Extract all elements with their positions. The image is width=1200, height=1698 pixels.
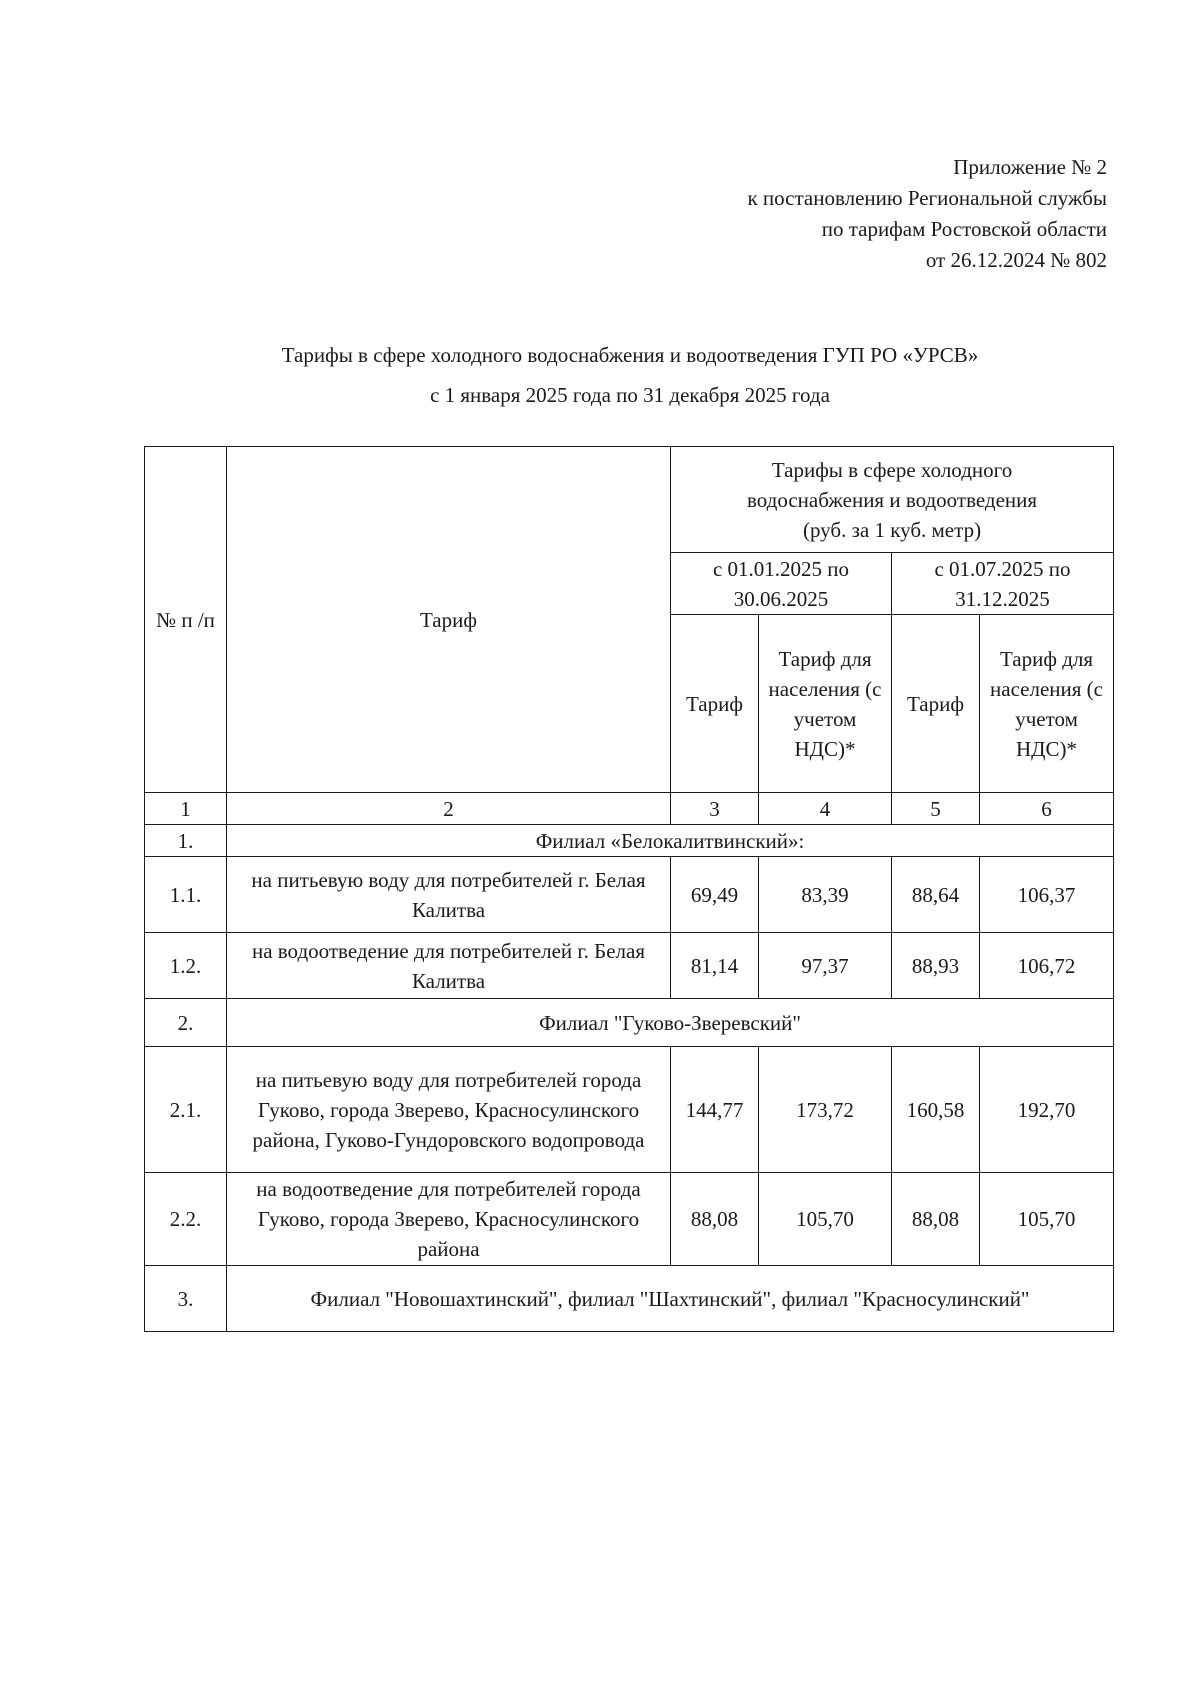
col-number: 1 xyxy=(145,793,227,825)
row-number: 2.2. xyxy=(145,1173,227,1266)
row-name: на питьевую воду для потребителей города Гуково, города Зверево, Красносулинского района, Гуково-Гундоровского водопровода xyxy=(227,1047,671,1173)
col-number: 2 xyxy=(227,793,671,825)
table-row xyxy=(145,999,1114,1047)
document-title xyxy=(0,335,1200,415)
row-value: 173,72 xyxy=(759,1047,892,1173)
header-group-title: Тарифы в сфере холодного водоснабжения и водоотведения (руб. за 1 куб. метр) xyxy=(671,447,1114,553)
row-number: 2. xyxy=(145,999,227,1047)
row-value: 160,58 xyxy=(892,1047,980,1173)
col-number: 4 xyxy=(759,793,892,825)
row-number: 1. xyxy=(145,825,227,857)
header-population-col-2: Тариф для населения (с учетом НДС)* xyxy=(980,615,1114,793)
header-period-1: с 01.01.2025 по 30.06.2025 xyxy=(671,553,892,615)
title-line-1: Тарифы в сфере холодного водоснабжения и водоотведения ГУП РО «УРСВ» xyxy=(281,343,979,367)
row-value: 97,37 xyxy=(759,933,892,999)
row-value: 105,70 xyxy=(980,1173,1114,1266)
section-name: Филиал «Белокалитвинский»: xyxy=(227,825,1114,857)
header-number: № п /п xyxy=(145,447,227,793)
appendix-line: Приложение № 2 xyxy=(953,155,1107,179)
header-tariff-col-2: Тариф xyxy=(892,615,980,793)
table-row xyxy=(145,933,1114,999)
appendix-note xyxy=(747,152,1107,276)
table-row xyxy=(145,1173,1114,1266)
appendix-line: по тарифам Ростовской области xyxy=(821,217,1107,241)
header-population-col-1: Тариф для населения (с учетом НДС)* xyxy=(759,615,892,793)
row-value: 88,08 xyxy=(892,1173,980,1266)
table-row xyxy=(145,857,1114,933)
row-value: 106,37 xyxy=(980,857,1114,933)
col-number: 5 xyxy=(892,793,980,825)
row-number: 2.1. xyxy=(145,1047,227,1173)
row-name: на водоотведение для потребителей города Гуково, города Зверево, Красносулинского района xyxy=(227,1173,671,1266)
section-name: Филиал "Новошахтинский", филиал "Шахтинский", филиал "Красносулинский" xyxy=(227,1266,1114,1332)
row-value: 88,93 xyxy=(892,933,980,999)
row-value: 83,39 xyxy=(759,857,892,933)
row-number: 1.1. xyxy=(145,857,227,933)
row-value: 69,49 xyxy=(671,857,759,933)
row-value: 105,70 xyxy=(759,1173,892,1266)
row-value: 81,14 xyxy=(671,933,759,999)
table-row xyxy=(145,825,1114,857)
row-value: 192,70 xyxy=(980,1047,1114,1173)
appendix-line: к постановлению Региональной службы xyxy=(747,186,1107,210)
row-value: 106,72 xyxy=(980,933,1114,999)
col-number: 6 xyxy=(980,793,1114,825)
tariff-table xyxy=(144,446,1114,1332)
row-value: 88,64 xyxy=(892,857,980,933)
row-value: 144,77 xyxy=(671,1047,759,1173)
header-period-2: с 01.07.2025 по 31.12.2025 xyxy=(892,553,1114,615)
row-value: 88,08 xyxy=(671,1173,759,1266)
section-name: Филиал "Гуково-Зверевский" xyxy=(227,999,1114,1047)
header-tariff-col-1: Тариф xyxy=(671,615,759,793)
table-row xyxy=(145,1266,1114,1332)
header-tariff-name: Тариф xyxy=(227,447,671,793)
row-name: на водоотведение для потребителей г. Белая Калитва xyxy=(227,933,671,999)
row-name: на питьевую воду для потребителей г. Белая Калитва xyxy=(227,857,671,933)
row-number: 1.2. xyxy=(145,933,227,999)
col-number: 3 xyxy=(671,793,759,825)
table-row xyxy=(145,1047,1114,1173)
row-number: 3. xyxy=(145,1266,227,1332)
title-line-2: с 1 января 2025 года по 31 декабря 2025 года xyxy=(430,383,830,407)
appendix-line: от 26.12.2024 № 802 xyxy=(925,248,1107,272)
